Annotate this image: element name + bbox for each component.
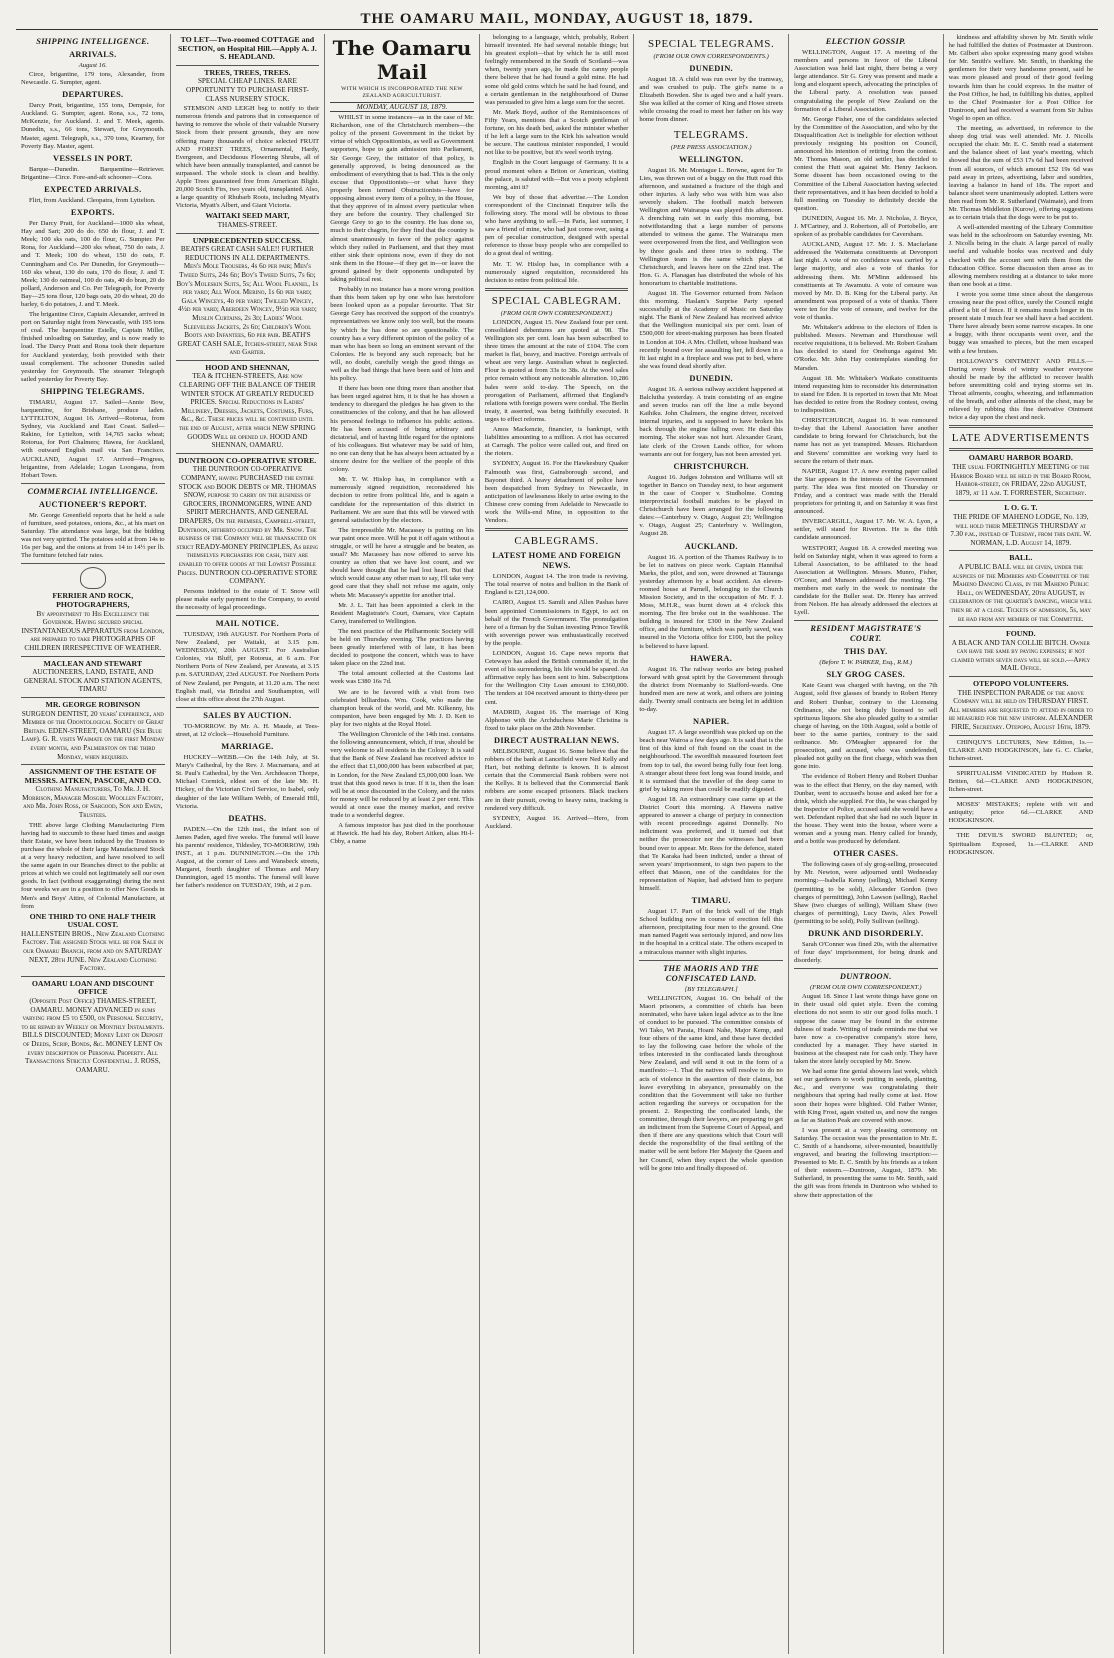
- paragraph: kindness and affability shown by Mr. Smith while he had fulfilled the duties of Postmaster at Duntroon. Mr. Gilbert also spoke expressing many good wishes for Mr. Smith's welfare. Mr. Smith, in thanking the gentlemen for their very handsome present, said he was more pleased and proud of their good feeling towards him than he could express. In the matter of the Post Office, he had, in fulfilling his duties, applied to the Chief Postmaster for a Post Office for Duntroon, and had received a warrant from Sir Julius Vogel to open an office.: [948, 34, 1093, 122]
- subheading: NAPIER.: [693, 717, 730, 727]
- paragraph: August 16. A serious railway accident happened at Balclutha yesterday. A train consisting of an engine and seven trucks ran off the line a mile beyond Kaihiku. John Chalmers, the engine driver, received internal injuries, and is supposed to have broken his back through the engine falling over. He died this morning. The stoker was not hurt. Alexander Grant, late clerk of the Crown Lands office, for whom warrants are out for forgery, has not been arrested yet.: [639, 385, 783, 458]
- paragraph: August 18. The Governor returned from Nelson this morning. Haslam's Surprise Party opened successfully at the Academy of Music on Saturday night. The Bank of New Zealand has received advice that the Wellington municipal six per cent. loan of £500,000 for street-making purposes has been floated in London at 104. A Mrs. Chillett, whose husband was recently bound over for assaulting her, fell down in a fit last night in a fireplace and was put to bed, where she was found dead shortly after.: [639, 289, 783, 370]
- byline: (FROM OUR OWN CORRESPONDENT.): [809, 984, 922, 992]
- paragraph: A famous impostor has just died in the poorhouse at Hawick. He had his day, Robert Aitken, alias Hi-l-Cbby, a name: [330, 822, 474, 846]
- paragraph: Mr. George Fisher, one of the candidates selected by the Committee of the Association, and who by the Disqualification Act is ineligible for election without previously resigning his position on Council, announced his intention of retiring from the contest. Mr. Thomas Mason, an old settler, has decided to contest the Hutt seat against Mr. Henry Jackson. Some dissent has been occasioned owing to the Committee of the Liberal Association having selected their representatives, and it has been decided to hold a full meeting on Tuesday to definitely decide the question.: [793, 115, 938, 212]
- paragraph: CHRISTCHURCH, August 16. It was rumoured to-day that the Liberal Association have another candidate to bring forward for Christchurch, but the name has not as yet transpired. Messrs. Richardson and Stevens' committee are working very hard to secure the return of their man.: [793, 417, 938, 465]
- paragraph: SYDNEY, August 16. Arrived—Hero, from Auckland.: [484, 814, 629, 830]
- ad-title: ASSIGNMENT OF THE ESTATE OF MESSRS. AITKEN, PASCOE, AND CO.: [24, 767, 161, 785]
- ad-body: THE usual FORTNIGHTLY MEETING of the Harbor Board will be held in the Board Room, Harbor-street, on FRIDAY, 22nd AUGUST, 1879, at 11 a.m. T. FORRESTER, Secretary.: [950, 463, 1091, 497]
- divider: [949, 448, 1093, 451]
- advertisement: [949, 504, 1093, 547]
- advertisement: [176, 364, 320, 450]
- paragraph: August 18. A child was run over by the tramway, and was crushed to pulp. The girl's name is a Elizabeth Bowden. She is aged two and a half years. She was killed at the corner of King and Howe streets while crossing the road to meet her father on his way home from dinner.: [639, 76, 783, 124]
- ad-body: THE DUNTROON CO-OPERATIVE COMPANY, having PURCHASED the entire STOCK and BOOK DEBTS of MR. THOMAS SNOW, purpose to carry on the business of GROCERS, IRONMONGERS, WINE AND SPIRIT MERCHANTS, AND GENERAL DRAPERS, On the premises, Campbell-street, Duntroon, hitherto occupied by Mr. Snow. The business of the Company will be transacted on strict READY-MONEY PRINCIPLES, As being themselves purchasers for cash, they are enabled to offer goods at the Lowest Possible Prices. DUNTROON CO-OPERATIVE STORE COMPANY.: [176, 465, 319, 586]
- section-heading: ELECTION GOSSIP.: [825, 37, 906, 46]
- ad-body: A PUBLIC BALL will be given, under the auspices of the Members and Committee of the Maheno Dancing Class, in the Maheno Public Hall, on WEDNESDAY, 20th AUGUST, in celebration of the quarter's dancing, which will then be at a close. Tickets of admission, 5s, may be had from any member of the Committee.: [949, 562, 1093, 623]
- subheading: SHIPPING TELEGRAMS.: [40, 386, 145, 396]
- subheading: AUCTIONEER'S REPORT.: [38, 499, 147, 509]
- paragraph: INVERCARGILL, August 17. Mr. W. A. Lyon, a settler, will stand for Riverton. He is the fifth candidate announced.: [793, 518, 938, 542]
- ad-body: SURGEON DENTIST, 20 years' experience, and Member of the Odontological Society of Great Britain. EDEN-STREET, OAMARU (See Blue Lamp). G. R. visits Waimate on the first Monday every month, and Palmerston on the third Monday, when required.: [21, 709, 165, 761]
- paragraph: Persons indebted to the estate of T. Snow will please make early payment to the Company, to avoid the necessity of legal proceedings.: [175, 587, 320, 611]
- divider: [485, 288, 629, 291]
- paragraph: CHINQUY'S LECTURES, New Edition, 1s.—CLARKE AND HODGKINSON, late G. C. Clarke, Itchen-street.: [948, 738, 1093, 762]
- subheading: DIRECT AUSTRALIAN NEWS.: [493, 735, 620, 745]
- section-heading: SPECIAL TELEGRAMS.: [648, 38, 775, 50]
- paragraph: The irrepressible Mr. Macassey is putting on his war paint once more. Will he put it off again without a struggle, or will he have a struggle and be beaten, as usual? Mr. Macassey has now offered to serve his country as often that we have lost count, and we should have thought that he had lost heart. But that which would cause any other man to say, I'll take very good care that they shall not refuse me again, only whets Mr. Macassey's appetite for another trial.: [330, 526, 474, 599]
- ad-title: OTEPOPO VOLUNTEERS.: [973, 679, 1069, 689]
- byline: (FROM OUR OWN CORRESPONDENT.): [500, 309, 613, 317]
- paragraph: The next practice of the Philharmonic Society will be held on Thursday evening. The practices having been greatly interfered with of late, it has been decided to postpone the concert, which was to have taken place on the 22nd inst.: [330, 627, 474, 668]
- divider: [21, 697, 165, 698]
- paragraph: August 18. Since I last wrote things have gone on in their usual old quiet style. Even the coming elections do not seem to stir our good folks much. I suppose the cause may be found in the extreme dulness of trade. Writing of trade reminds me that we have now a co-operative company's store here, conducted by a manager. They have started in business at the cheapest rate for cash only. They have taken the store lately occupied by Mr. Snow.: [793, 993, 938, 1066]
- column-5: [634, 34, 789, 1654]
- paragraph: MOSES' MISTAKES; replete with wit and antiquity; price 6d.—CLARKE AND HODGKINSON.: [948, 801, 1093, 825]
- ad-body: THE PRIDE OF MAHENO LODGE, No. 139, will hold their MEETINGS THURSDAY at 7.30 p.m., instead of Tuesday, from this date. W. NORMAN, L.D. August 14, 1879.: [950, 512, 1092, 547]
- advertisement: [176, 69, 320, 103]
- byline: (Before T. W. PARKER, Esq., R.M.): [819, 659, 913, 667]
- ad-title: BALL.: [1009, 553, 1033, 563]
- paragraph: STEMSON AND LEIGH beg to notify to their numerous friends and patrons that in consequence of having to remove the whole of their valuable Nursery Stock from their present grounds, they are now offering many thousands of choice selected FRUIT AND FOREST TREES, Ornamental, Hardy, Evergreen, and Deciduous Flowering Shrubs, all of which have been annually transplanted, and cannot be surpassed. The whole stock is clean and healthy. Apple Trees guaranteed free from American Blight. 20,000 Scotch Firs, two years old, transplanted. Also, a large quantity of Rhubarb Roots, including Myatt's Victoria, Myatt's Albert, and Giant Victoria.: [175, 105, 320, 210]
- paragraph: Amos Mackenzie, financier, is bankrupt, with liabilities amounting to a million. A riot has occurred at Carragh. The police were called out, and fired on the rioters.: [484, 426, 629, 458]
- subheading: HAWERA.: [690, 653, 733, 663]
- paragraph: If there has been one thing more than another that has been urged against him, it is that he has shown a tendency to disregard the pledges he has given to the constituencies of the colony, and that he has allowed his personal feelings to influence his public actions. He has been accused of being arbitrary and dictatorial, and of having little regard for the opinions of his colleagues. But whatever may be said of him, no one can deny that he has always been actuated by a sincere desire for the welfare of the people of this colony.: [330, 385, 474, 474]
- paragraph: AUCKLAND, August 17. Mr. J. S. Macfarlane addressed the Waitemata constituents at Devonport last night. A vote of no confidence was carried by a large majority, and also a vote of thanks for addressing them. Mr. M'Minn addressed his constituents at Te Awamutu. A vote of censure was moved by Mr. D. B. King for the Liberal party. An amendment was proposed of a vote of thanks. There were ten for the vote of censure, and twelve for the vote of thanks.: [793, 241, 938, 321]
- paragraph: Mr. J. L. Tait has been appointed a clerk in the Resident Magistrate's Court, Oamaru, vice Captain Carey, transferred to Wellington.: [330, 601, 474, 625]
- column-2: [171, 34, 326, 1654]
- column-4: [480, 34, 635, 1654]
- paragraph: PADEN.—On the 12th inst., the infant son of James Paden, aged five weeks. The funeral will leave his parents' residence, Tildesley, TO-MORROW, 19th INST., at 1 p.m. DUNNINGTON.—On the 17th August, at the corner of Lees and Wansbeck streets, Margaret, fourth daughter of Thomas and Mary Dunnington, aged 15 months. The funeral will leave her father's residence on TUESDAY, 19th, at 2 p.m.: [175, 825, 320, 890]
- paragraph: LONDON, August 15. New Zealand four per cent. consolidated debentures are quoted at 98. The Wellington six per cent. loan has been subscribed to three times the amount at the rate of £104. The corn market is flat, heavy, and inactive. Foreign arrivals of wheat are very large. Australian wheat is neglected. Flour is quoted at from 33s to 38s. At the wool sales price remain without any noticeable alteration. 10,286 bales were sold to-day. The Speech, on the prorogation of Parliament, affirmed that England's relations with foreign powers were cordial. The Berlin treaty, it asserted, was being faithfully executed. It urges to effect reforms.: [484, 318, 629, 423]
- divider: [949, 676, 1093, 677]
- advertisement: [21, 913, 165, 973]
- divider: [949, 425, 1093, 428]
- paragraph: Circe, brigantine, 179 tons, Alexander, from Newcastle. G. Sumpter, agent.: [21, 71, 165, 87]
- ad-body: HALLENSTEIN BROS., New Zealand Clothing Factory. The assigned Stock will be for Sale in our Oamaru Branch, from and on SATURDAY NEXT, 28th JUNE. New Zealand Clothing Factory.: [21, 929, 165, 973]
- ad-title: MACLEAN AND STEWART: [43, 658, 143, 668]
- ad-body: THAMES-STREET.: [217, 220, 278, 229]
- paragraph: belonging to a language, which, probably, Robert himself invented. He had several notable things; but his greatest exploit—that by which he is still most feelingly remembered in the South of Scotland—was when, twenty years ago, he made the canny people there believe that he had found a gold mine. He had some old gold coins which he said he had found, and a certain gentleman in the neighbourhood of Dunse was persuaded to give him a large sum for the secret.: [484, 34, 629, 106]
- paragraph: NAPIER, August 17. A new evening paper called the Star appears in the interests of the Government party. The idea was first mooted on Thursday or Friday, and a contract was made with the Herald proprietors for printing it, and on Saturday it was first announced.: [793, 467, 938, 516]
- paragraph: WELLINGTON, August 17. A meeting of the members and persons in favor of the Liberal Association was held last night, there being a very large attendance. Sir G. Grey was present and made a long and eloquent speech, advocating the principles of the Liberal party. A resolution was passed congratulating the people of New Zealand on the formation of a Liberal Association.: [793, 49, 938, 113]
- column-1: [16, 34, 171, 1654]
- subheading: DEATHS.: [228, 813, 267, 823]
- paragraph: I was present at a very pleasing ceremony on Saturday. The occasion was the presentation to Mr. E. C. Smith of a handsome, silver-mounted, beautifully engraved, and bearing the following inscription:—Presented to Mr. E. C. Smith by his friends as a token of their esteem.—Duntroon, August, 1879. Mr. Sutherland, in presenting the same to Mr. Smith, said the gift was from friends in Duntroon who wished to show their appreciation of the: [793, 1126, 938, 1199]
- subheading: AUCKLAND.: [684, 541, 738, 551]
- advertisement: [176, 457, 320, 586]
- ad-title: MR. GEORGE ROBINSON: [45, 699, 141, 709]
- paragraph: We had some fine genial showers last week, which set our gardeners to work putting in seeds, planting, &c., and everyone was congratulating their neighbours that spring had really come at last. How soon their hopes were blighted. Old Father Winter, with King Frost, again visited us, and now the ranges as far as Station Peak are covered with snow.: [793, 1068, 938, 1124]
- section-heading: RESIDENT MAGISTRATE'S COURT.: [810, 624, 922, 644]
- divider: [949, 766, 1093, 767]
- paragraph: English in the Court language of Germany. It is a proud moment when a Briton or American, visiting the palace, is saluted with—But vos a pooty schplenti morning, aint it?: [484, 159, 629, 191]
- paragraph: I wrote you some time since about the dangerous crossing near the post office, surely the Council might afford a bit of fence. If it remains much longer in its present state I much fear we shall have a bad accident. There have already been some narrow escapes. In one a buggy, with three occupants went over, and the buggy was smashed to pieces, but the men escaped with a few bruises.: [948, 290, 1093, 355]
- ad-title: TREES, TREES, TREES.: [204, 67, 291, 77]
- subheading: WELLINGTON.: [678, 154, 744, 164]
- advertisement: [949, 630, 1093, 673]
- paragraph: August 16. A portion of the Thames Railway is to be let to natives on piece work. Captain Hannibal Marks, the pilot, and son, were drowned at Tauranga yesterday afternoon by a boat accident. An eleven-roomed house at Parnell, belonging to the Church Mission Society, and in the occupation of Mr. F. J. Moss, M.H.R., was burnt down at 4 o'clock this morning. The fire broke out in the washhouse. The building is insured for £300 in the New Zealand office, and the furniture, which was partly saved, was insured in the Victoria office for £100, but the policy is believed to have lapsed.: [639, 553, 783, 650]
- paragraph: The total amount collected at the Customs last week was £380 16s 7d.: [330, 670, 474, 686]
- paragraph: The evidence of Robert Henry and Robert Dunbar was to the effect that Henry, on the day named, with Dunbar, went to accused's house and asked her for a drink, which she supplied. For this, he was charged by the Inspector of Police, accused said she would have a wet. Defendant replied that she had no such liquor in the house. They went into the house, where were a woman and a young man. Henry called for brandy, and a bottle was produced by defendant.: [793, 773, 938, 846]
- subheading: SALES BY AUCTION.: [203, 710, 292, 720]
- ad-title: DUNTROON CO-OPERATIVE STORE.: [178, 455, 317, 465]
- divider: [21, 656, 165, 657]
- paragraph: TIMARU, August 17. Sailed—Annie Bow, barquentine, for Brisbane, produce laden. LYTTELTON, August 16. Arrived—Rotorua, from Sydney, via Auckland and East Coast. Sailed—Rakino, for Lyttelton, with 14,765 sacks wheat; Rotorua, for Port Chalmers; Hawea, for Auckland, with outward English mail via San Francisco. AUCKLAND, August 17. Arrived—Progress, brigantine, from Adelaide; Logan Loongana, from Hobart Town.: [21, 398, 165, 479]
- columns: [16, 34, 1098, 1654]
- ad-body: Clothing Manufacturers, To Mr. J. H. Morrison, Manager Mosgiel Woollen Factory, and Mr. John Ross, of Sargood, Son and Ewen, Trustees.: [22, 785, 164, 820]
- paragraph: THE DEVIL'S SWORD BLUNTED; or, Spiritualism Exposed, 1s.—CLARKE AND HODGKINSON.: [948, 832, 1093, 856]
- ad-title: UNPRECEDENTED SUCCESS.: [192, 235, 302, 245]
- ad-title: WAITAKI SEED MART,: [205, 211, 290, 221]
- paragraph: The meeting, as advertised, in reference to the sheep dog trial was well attended. Mr. J. Nicolls occupied the chair. Mr. E. C. Smith read a statement and the balance sheet of last year's meeting, which showed that the sum of £53 17s 6d had been received from all sources, of which amount £52 19s 6d was paid away in prizes, advertising, labor and sundries, leaving a balance in hand of 18s. The report and balance sheet were unanimously adopted. Letters were then read from Mr. R. Sutherland (Waimate), and from Mr. Thomas Middleton (Kurow), offering suggestions as to certain trials that the dogs were to be put to.: [948, 125, 1093, 222]
- ad-title: I. O. G. T.: [1004, 503, 1038, 513]
- subheading: OTHER CASES.: [833, 849, 899, 859]
- divider: [794, 968, 938, 969]
- paragraph: Mr. Whitaker's address to the electors of Eden is published. Messrs. Newman and Hursthouse will receive requisitions, it is believed. Mr. Robert Graham has decided to stand for Onehunga against Mr. O'Rorke. Mr. John Hay contemplates standing for Marsden.: [793, 324, 938, 372]
- issue-date: MONDAY, AUGUST 18, 1879.: [330, 102, 474, 112]
- divider: [485, 528, 629, 531]
- advertisement: [176, 212, 320, 229]
- ad-body: TEA & ITCHEN-STREETS, Are now CLEARING OFF THE BALANCE OF THEIR WINTER STOCK AT GREATLY REDUCED PRICES. Special Reductions in Ladies' Millinery, Dresses, Jackets, Costumes, Furs, &c., &c. These prices will be continued until the end of August, after which NEW SPRING GOODS Will be opened up. HOOD AND SHENNAN, OAMARU.: [178, 372, 316, 450]
- divider: [949, 828, 1093, 829]
- advertisement: [949, 554, 1093, 623]
- divider: [949, 735, 1093, 736]
- ad-title: ONE THIRD TO ONE HALF THEIR USUAL COST.: [29, 911, 156, 930]
- paragraph: We are to be favored with a visit from two celebrated billiardists. Wm. Cook, who made the champion break of the world, and Mr. Kilkenny, his companion, have been engaged by Mr. J. D. Kett to play for two nights at the Royal Hotel.: [330, 688, 474, 728]
- paragraph: MELBOURNE, August 16. Some believe that the robbers of the bank at Lancefield were Ned Kelly and Hart, but nothing definite is known. It is almost certain that the Commercial Bank robbers were not the Kellys. It is believed that the Commercial Bank robbers are some escaped prisoners. Black trackers are in their pursuit, owing to heavy rains, tracking is rendered very difficult.: [484, 747, 629, 812]
- divider: [176, 707, 320, 708]
- ad-title: HOOD AND SHENNAN,: [205, 362, 290, 372]
- section-heading: TELEGRAMS.: [673, 128, 749, 141]
- divider: [21, 976, 165, 977]
- paragraph: Darcy Pratt, brigantine, 155 tons, Dempsie, for Auckland. G. Sumpter, agent. Rona, s.s., 72 tons, McKenzie, for Auckland. J. and T. Meek, agents. Dunedin, s.s., 66 tons, Stewart, for Greymouth. Master, agent. Telegraph, s.s., 370 tons, Kearney, for Poverty Bay. Master, agent.: [21, 102, 165, 150]
- ad-title: OAMARU LOAN AND DISCOUNT OFFICE: [31, 978, 154, 997]
- section-heading: CABLEGRAMS.: [514, 535, 599, 548]
- paragraph: August 18. An extraordinary case came up at the District Court this morning. A Hawera native appeared to answer a charge of perjury in connection with recent proceedings against Donnelly. No indictment was preferred, and it turned out that neither the prosecutor nor the witnesses had been bound over to appear. Mr. Rees for the defence, stated that Te Karaka had been indicted, under a threat of seven years' imprisonment, to sign two papers to the effect that Mason, one of the candidates for the representation of Napier, had advised him to perjure himself.: [639, 795, 783, 892]
- ad-body: THE INSPECTION PARADE of the above Company will be held on THURSDAY FIRST. All members are requested to attend in order to be measured for the new uniform. ALEXANDER FIRIE, Secretary. Otepopo, August 16th, 1879.: [948, 688, 1093, 732]
- paragraph: CAIRO, August 15. Samili and Allen Pashas have been appointed Commissioners in Egypt, to act on behalf of the French Government. The promulgation here of a firman by the Sultan investing Prince Tewfik with sovereign power was enthusiastically received by the people.: [484, 599, 629, 647]
- ad-body: By appointment to His Excellency the Governor. Having secured special INSTANTANEOUS APPARATUS from London, are prepared to take PHOTOGRAPHS OF CHILDREN IRRESPECTIVE OF WEATHER.: [21, 609, 165, 652]
- paragraph: WHILST in some instances—as in the case of Mr. Richardson, one of the Christchurch members—the policy of the present Government in the ticket by virtue of which Oppositionists, as well as Government supporters, hope to gain admission into Parliament, Sir George Grey, the initiator of that policy, is generally approved, is being denounced as the embodiment of everything that is bad. This is the only excuse that Oppositionists—or what have they properly been termed Obstructionists—have for opposing almost every item of a policy, in the House, that they approve of in almost every particular when they are before the country. They challenged Sir George Grey to go to the country. He has done so, much to their chagrin, for they find that the country is almost unanimously in favor of the policy against which they railed in Parliament, and that they must either sink their opinions now, even if they do not sink them in the House—if they get in—or leave the ground gained by their opponents undisputed by taking political rest.: [330, 114, 474, 283]
- subheading: MAIL NOTICE.: [215, 619, 279, 628]
- subheading: ARRIVALS.: [69, 50, 117, 59]
- column-6: [789, 34, 944, 1654]
- byline: [BY TELEGRAPH.]: [684, 985, 738, 993]
- advertisement: [21, 980, 165, 1075]
- paragraph: The brigantine Circe, Captain Alexander, arrived in port on Saturday night from Newcastle, with 195 tons of coal. The barquentine Estelle, Captain Miller, finished unloading on Saturday, and is now ready to load. The Darcy Pratt and Rona took their departure for Auckland yesterday, both provided with their usual complement. The schooner Dunedin sailed yesterday for Greymouth. The steamer Telegraph sailed yesterday for Poverty Bay.: [21, 311, 165, 383]
- paragraph: August 17. A large swordfish was picked up on the beach near Wairoa a few days ago. It is said that is the first of this kind of fish found on the coast in the neighbourhood. The swordfish measured fourteen feet from top to tail, the sword being fully four feet long. A stranger about three feet long was found inside, and it is surmised that the traveller of the deep came to grief by taking more than could be readily digested.: [639, 729, 783, 793]
- divider: [21, 764, 165, 765]
- divider: [21, 563, 165, 564]
- divider: [176, 360, 320, 361]
- paragraph: WELLINGTON, August 16. On behalf of the Maori prisoners, a committee of chiefs has been nominated, who have taken legal advice as to the line of conduct to be pursued. The committee consists of Wi Tako, Wi Parata, Hoani Nahe, Major Kemp, and four others of the same kind, and these have decided to lay the following case before the whole of the tribes interested in the confiscated lands throughout New Zealand, and will send it out in the form of a manifesto:—1. That the natives will resolve to do no acts of violence in the assertion of their claims, but leave everything in abeyance, presumably on the condition that the Government will take no further action regarding the surveys or occupation for the present. 2. Respecting the confiscated lands, the committee, through their lawyers, are preparing to get an indictment from the Supreme Court of Appeal, and then if there are any questions which that Court will decide the responsibility of the final settling of the matter will be sent before Her Majesty the Queen and her Council, when they expect the whole question will be gone into and finally disposed of.: [639, 994, 783, 1172]
- divider: [949, 550, 1093, 551]
- subheading: TIMARU.: [691, 896, 731, 906]
- newspaper-subtitle: WITH WHICH IS INCORPORATED THE NEW ZEALAND AGRICULTURIST.: [341, 86, 463, 99]
- paragraph: Per Darcy Pratt, for Auckland—1000 sks wheat, Hay and Sart; 200 do do. 650 do flour, J. and T. Meek; 100 sks oats, 100 do flour, G. Sumpter. Per Rona, for Auckland—200 sks wheat, 750 do oats, J. and T. Meek; 100 do wheat, 150 do oats, F. Cunningham and Co. Per Dunedin, for Greymouth—160 sks wheat, 130 do oats, 170 do flour, J. and T. Meek; 130 do oatmeal, 100 do oats, 40 do bran, 20 do pollard, Anderson and Co. Per Telegraph, for Poverty Bay—25 tons flour, 120 bags oats, 20 do wheat, 20 do barley, 6 do potatoes, J. and T. Meek.: [21, 220, 165, 308]
- subheading: DUNEDIN.: [689, 373, 733, 383]
- paragraph: The following cases of sly grog-selling, prosecuted by Mr. Newton, were adjourned until Wednesday morning:—Isabella Kenny (selling), Michael Kenny (permitting to be sold), Alexander Gordon (two charges of permitting), John Lawson (selling), Rachel Shaw (two charges of selling), William Shaw (two charges of permitting), Lucy Davis, Alex Powell (permitting to be sold), Polly Sullivan (selling).: [793, 861, 938, 925]
- paragraph: Mr. George Greenfield reports that he held a sale of furniture, seed potatoes, onions, &c., at his mart on Saturday. The attendance was large, but the bidding was not very spirited. The potatoes sold at from 14s to 16s per bag, and the onions at from 14 to 14½ per lb. The furniture fetched fair rates.: [21, 511, 165, 560]
- paragraph: SPIRITUALISM VINDICATED by Hudson R. Britten, 6d.—CLARKE AND HODGKINSON, Itchen-street.: [948, 769, 1093, 794]
- paragraph: SYDNEY, August 16. For the Hawkesbury Quaker Falmouth was first, Gainsborough second, and Bayonet third. A heavy detachment of police have been despatched from Sydney to Newcastle, in anticipation of lawlessness likely to arise owing to the Chinese crew coming from Adelaide to Newcastle to work the Wills-end Mine, in opposition to the Vendors.: [484, 460, 629, 525]
- divider: [949, 500, 1093, 501]
- paragraph: Mr. T. W. Hislop has, in compliance with a numerously signed requisition, reconsidered his decision to retire from political life.: [484, 260, 629, 284]
- section-heading: COMMERCIAL INTELLIGENCE.: [27, 486, 159, 496]
- advertisement: [176, 237, 320, 357]
- subheading: MARRIAGE.: [221, 742, 274, 752]
- divider: [176, 65, 320, 66]
- subheading: DEPARTURES.: [62, 90, 124, 100]
- paragraph: HUCKEY—WEBB.—On the 14th July, at St. Mary's Cathedral, by the Rev. J. Macnamara, and at St. Paul's Cathedral, by the Ven. Archdeacon Thorpe, Michael Cormick, eldest son of the late Mr. H. Hickey, of the Victorian Civil Service, to Isabel, only daughter of the late William Webb, of Emerald Hill, Victoria.: [175, 754, 320, 810]
- paragraph: TUESDAY, 19th AUGUST. For Northern Ports of New Zealand, per Waitaki, at 3.15 p.m. WEDNESDAY, 20th AUGUST. For Australian Colonies, via Bluff, per Rotorua, at 6 a.m. For Northern Ports of New Zealand, per Arawata, at 3.15 p.m. SATURDAY, 23rd AUGUST. For Northern Ports of New Zealand, per Penguin, at 11.20 a.m. The next English mail, via Brindisi and Southampton, will close at this office about the 27th August.: [175, 631, 320, 703]
- advertisement: [21, 768, 165, 820]
- paragraph: Barque—Dunedin. Barquentine—Retriever. Brigantine—Circe. Fore-and-aft schooner—Cora.: [21, 165, 165, 181]
- ad-title: OAMARU HARBOR BOARD.: [968, 453, 1073, 463]
- paragraph: August 17. Part of the brick wall of the High School building now in course of erection fell this afternoon, precipitating four men to the ground. One man named Pagett was seriously injured, and now lies in the hospital in a critical state. The others escaped in a miraculous manner with slight injuries.: [639, 908, 783, 956]
- divider: [176, 233, 320, 234]
- paragraph: August 18. Mr. Whitaker's Waikato constituents intend requesting him to reconsider his determination to stand for Eden. It is reported in town that Mr. Moat has decided to retire from the Rodney contest, owing to indisposition.: [793, 374, 938, 415]
- page-masthead: THE OAMARU MAIL, MONDAY, AUGUST 18, 1879.: [16, 8, 1098, 30]
- subheading: EXPECTED ARRIVALS.: [44, 184, 142, 194]
- paragraph: WESTPORT, August 18. A crowded meeting was held on Saturday night, when it was agreed to form a Liberal Association, to be affiliated to the head Association at Wellington. Messrs. Munro, Fisher, O'Conor, and Munson addressed the meeting. The members met early in the week to nominate the candidate for the Buller seat. Dr. Henry has arrived from Nelson. He has already addressed the electors at Lyell.: [793, 544, 938, 617]
- ad-body: BEATH'S GREAT CASH SALE!! FURTHER REDUCTIONS IN ALL DEPARTMENTS. Men's Mole Trousers, 4s 6d per pair; Men's Tweed Suits, 24s 6d; Boy's Tweed Suits, 7s 6d; Boy's Moleskin Suits, 5s; All Wool Flannel, 1s per yard; All Wool Merino, 1s 6d per yard; Gala Winceys, 4d per yard; Twilled Wincey, 4½d per yard; Aberdeen Wincey, 9½d per yard; Muslin Curtains, 2s 3d; Ladies' Wool Sleeveless Jackets, 2s 6d; Children's Wool Boots and Infantees, 6d per pair. BEATH'S GREAT CASH SALE, Itchen-street, near Star and Garter.: [176, 245, 319, 357]
- byline: (FROM OUR OWN CORRESPONDENTS.): [653, 53, 769, 60]
- paragraph: The Wellington Chronicle of the 14th inst. contains the following announcement, which, if true, should be very welcome to all residents in the Colony: It is said that the Bank of New Zealand has received advice to the effect that £1,000,000 has been subscribed at par, in London, for the New Zealand £5,000,000 loan. We trust that this good news is true. If it is, then the loan will be at once discounted in the Colony, and the rates for money will be reduced by at least 2 per cent. This would at once ease the money market, and revive trade to a wonderful degree.: [330, 731, 474, 819]
- subheading: DUNEDIN.: [689, 64, 733, 73]
- advertisement: [176, 36, 320, 62]
- subheading: SLY GROG CASES.: [826, 670, 906, 680]
- paragraph: August 16. The railway works are being pushed forward with great spirit by the Government through the district from Normanby to Stafford-wards. One hundred men are now at work, and others are joining daily. Twenty small contracts are being let in addition to-day.: [639, 665, 783, 714]
- ad-body: (Opposite Post Office) THAMES-STREET, OAMARU. MONEY ADVANCED in sums varying from £5 to £500, on Personal Security, to be repaid by Weekly or Monthly Instalments. BILLS DISCOUNTED; Money Lent on Deposit of Deeds, Scrip, Bonds, &c. MONEY LENT On every description of Personal Property. All Transactions Strictly Confidential. J. ROSS, OAMARU.: [21, 997, 165, 1074]
- subheading: THIS DAY.: [844, 647, 888, 657]
- ad-title: FOUND.: [1005, 629, 1036, 639]
- divider: [21, 483, 165, 484]
- paragraph: A well-attended meeting of the Library Committee was held in the schoolroom on Saturday evening, Mr. J. Nicolls being in the chair. A large parcel of really useful and valuable books was received and duly checked with the account sent with them from the Education Office. Some discussion then arose as to allowing members residing at a distance to take more than one book at a time.: [948, 224, 1093, 288]
- advertisement: [949, 680, 1093, 732]
- paragraph: August 16. Mr. Montague L. Browne, agent for Te Lies, was thrown out of a buggy on the Hutt road this afternoon, and sustained a fracture of the thigh and other injuries. A lady who was with him was also severely shaken. The football match between Wellington and Wairarapa was played this afternoon. A drenching rain set in early this morning, but notwithstanding that a large number of persons attended to witness the game. The Wairarapa men were overpowered from the first, and Wellington won by three goals and three tries to nothing. The Wellington team is the same which plays at Christchurch, and leaves here on the 22nd inst. The Hon. G. A. Flanagan has distributed the whole of his honorarium to charitable institutions.: [639, 166, 783, 287]
- paragraph: TO-MORROW. By Mr. A. H. Maude, at Tees-street, at 12 o'clock—Household Furniture.: [175, 722, 320, 738]
- ad-title: TO LET—Two-roomed COTTAGE and SECTION, on Hospital Hill.—Apply A. J. S. HEADLAND.: [177, 35, 317, 62]
- column-7: [944, 34, 1098, 1654]
- paragraph: Sarah O'Conner was fined 20s, with the alternative of four days' imprisonment, for being drunk and disorderly.: [793, 941, 938, 965]
- section-heading: SHIPPING INTELLIGENCE.: [36, 37, 150, 46]
- divider: [639, 960, 783, 961]
- divider: [176, 615, 320, 616]
- divider: [949, 626, 1093, 627]
- paragraph: Probably in no instance has a more wrong position than this been taken up by one who has heretofore been looked upon as a popular favourite. That Sir George Grey has received the support of the country's representatives we know only too well, but the means by which he has done so are questionable. The country has a very different opinion of the policy of a man who has been so long an eminent servant of the Colonies. He is beyond any such reproach; but he will, no doubt, carefully weigh the good things as well as the bad things that have been said of him and his policy.: [330, 286, 474, 383]
- advertisement: [21, 701, 165, 761]
- paragraph: THE above large Clothing Manufacturing Firm having had to succumb to these hard times and assign their Estate, we have been induced by the Trustees to purchase the whole of their large Manufactured Stock at a very heavy reduction, and have resolved to sell the same again in our Branches direct to the public at prices at which we could not legitimately sell our own goods. In fact (without exaggerating) during the next four weeks we are in a position to offer New Goods in Men's and Boys' Attire, of Colonial Manufacture, at from: [21, 821, 165, 910]
- paragraph: LONDON, August 16. Cape news reports that Cetewayo has asked the British commander if, in the event of his surrendering, his life would be spared. An affirmative reply has been sent to him. Subscriptions for the Wellington City Loan amount to £360,000. The tenders at 104 received amount to thirty-three per cent.: [484, 650, 629, 706]
- paragraph: Flirt, from Auckland. Cleopatra, from Lyttelton.: [29, 196, 156, 204]
- newspaper-title: The Oamaru Mail: [332, 36, 472, 84]
- paragraph: LONDON, August 14. The iron trade is reviving. The total reserve of notes and bullion in the Bank of England is £21,124,000.: [484, 573, 629, 597]
- advertisement: [21, 592, 165, 652]
- dateline: August 16.: [78, 62, 107, 69]
- section-heading: THE MAORIS AND THE CONFISCATED LAND.: [663, 963, 760, 983]
- subheading: VESSELS IN PORT.: [53, 153, 133, 163]
- ad-body: SPECIAL CHEAP LINES. RARE OPPORTUNITY TO PURCHASE FIRST-CLASS NURSERY STOCK.: [186, 77, 309, 103]
- advertisement: [21, 660, 165, 694]
- section-heading: SPECIAL CABLEGRAM.: [491, 294, 622, 307]
- divider: [794, 620, 938, 621]
- section-heading: DUNTROON.: [839, 972, 892, 982]
- paragraph: Mr. T. W. Hislop has, in compliance with a numerously signed requisition, reconsidered his decision to retire from political life, and is again a candidate for the representation of this district in Parliament. We are sure that this will be viewed with general satisfaction by the electors.: [330, 476, 474, 524]
- royal-arms-icon: [80, 567, 106, 589]
- subheading: DRUNK AND DISORDERLY.: [808, 929, 924, 938]
- advertisement: [949, 454, 1093, 497]
- subheading: LATEST HOME AND FOREIGN NEWS.: [492, 551, 621, 571]
- paragraph: Mr. Mark Boyd, author of the Reminiscences of Fifty Years, mentions that a Scotch gentleman of fortune, on his death bed, asked the minister whether if he left a large sum to the Kirk his salvation would be secure. The cautious minister responded, I would not like to be positive, but it's weel worth trying.: [484, 108, 629, 157]
- subheading: CHRISTCHURCH.: [673, 461, 749, 471]
- byline: (PER PRESS ASSOCIATION.): [670, 143, 752, 151]
- paragraph: Kate Grant was charged with having, on the 7th August, sold five glasses of brandy to Robert Henry and Robert Dunbar, contrary to the Licensing Ordinance, she not being duly licensed to sell spirituous liquors. She also pleaded guilty to a similar charge of having, on the 10th August, sold a bottle of beer to the same parties, contrary to the said ordinance. Mr. O'Meagher appeared for the prosecution, and accused, who was undefended, pleaded not guilty on the first charge, which was then gone into.: [793, 682, 938, 771]
- paragraph: DUNEDIN, August 16. Mr. J. Nicholas, J. Bryce, J. M'Cartney, and J. Robertson, all of Portobello, are spoken of as probable candidates for Caversham.: [793, 214, 938, 239]
- paragraph: August 16. Judges Johnston and Williams will sit together in Banco on Tuesday next, to hear argument in the case of Cooper v. Studholme. Coming interprovincial football matches to be played in Christchurch have been arranged for the following dates:—Canterbury v. Otago, August 23; Wellington v. Otago, August 25; Canterbury v. Wellington, August 28.: [639, 473, 783, 538]
- paragraph: We buy of those that advertise.—The London correspondent of the Cincinnati Enquirer tells the following story. The moral will be obvious to those who have anything to sell.—In Paris, last summer, I saw a friend of mine, who had just come over, using a pen of peculiar construction, designed with special reference to those busy people who are compelled to do a great deal of writing.: [484, 193, 629, 258]
- ad-body: A BLACK AND TAN COLLIE BITCH. Owner can have the same by paying expenses; if not claimed within seven days will be sold.—Apply MAIL Office.: [951, 638, 1091, 673]
- ad-body: AUCTIONEERS, LAND, ESTATE, AND GENERAL STOCK AND STATION AGENTS, TIMARU: [23, 668, 162, 694]
- paragraph: MADRID, August 16. The marriage of King Alphonso with the Archduchess Marie Christina is fixed to take place on the 28th November.: [484, 708, 629, 732]
- section-heading: LATE ADVERTISEMENTS: [951, 432, 1090, 445]
- subheading: EXPORTS.: [70, 208, 115, 218]
- divider: [176, 453, 320, 454]
- ad-title: FERRIER AND ROCK, PHOTOGRAPHERS,: [52, 591, 134, 609]
- column-3: [325, 34, 480, 1654]
- paragraph: HOLLOWAY'S OINTMENT AND PILLS.—During every break of wintry weather everyone should be made by the afflicted to recover health before unremitting cold and trying storms set in. Throat ailments, coughs, wheezing, and inflammation of the breath, and other ailments of the chest, may be relieved by rubbing this fine derivative Ointment twice a day upon the chest and neck.: [948, 357, 1093, 422]
- divider: [949, 797, 1093, 798]
